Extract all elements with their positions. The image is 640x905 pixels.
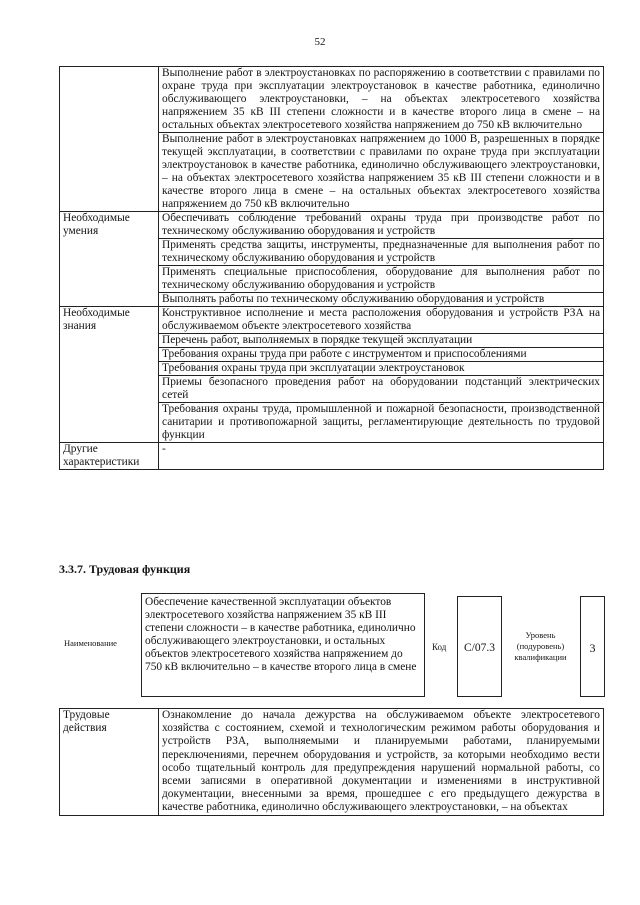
- row-text: Требования охраны труда при работе с инструментом и приспособлениями: [159, 348, 604, 362]
- row-text: Применять средства защиты, инструменты, предназначенные для выполнения работ по техническому обслуживанию оборудования и устройств: [159, 239, 604, 266]
- table-row: [60, 307, 604, 334]
- table-row: [60, 67, 604, 133]
- row-text: Обеспечивать соблюдение требований охраны труда при производстве работ по техническому обслуживанию оборудования и устройств: [159, 212, 604, 239]
- name-label: Наименование: [64, 638, 117, 648]
- qualification-level-label: Уровень (подуровень) квалификации: [514, 630, 567, 662]
- row-text: Приемы безопасного проведения работ на оборудовании подстанций электрических сетей: [159, 376, 604, 403]
- row-text: Ознакомление до начала дежурства на обслуживаемом объекте электросетевого хозяйства с состоянием, схемой и технологическим режимом работы оборудования и устройств РЗА, выполняемыми и планируемыми работами, планируемыми переключениями, перечнем оборудования и устройств, за которыми необходимо вести особо тщательный контроль для предупреждения нарушений нормальной работы, со всеми записями в оперативной документации и изменениями в инструктивной документации, внесенными за время, прошедшее с его предыдущего дежурства в качестве работника, единолично обслуживающего электроустановки, – на объектах: [159, 709, 604, 816]
- function-code: C/07.3: [457, 596, 502, 697]
- table-row: [60, 443, 604, 470]
- row-text: Требования охраны труда, промышленной и пожарной безопасности, производственной санитарии и противопожарной защиты, регламентирующие деятельность по трудовой функции: [159, 403, 604, 443]
- row-label: Необходимые знания: [60, 307, 159, 443]
- labor-actions-table: [59, 708, 604, 816]
- qualification-level-value: 3: [580, 596, 605, 697]
- row-text: -: [159, 443, 604, 470]
- row-text: Выполнять работы по техническому обслуживанию оборудования и устройств: [159, 293, 604, 307]
- row-label: Другие характеристики: [60, 443, 159, 470]
- row-label: Трудовые действия: [60, 709, 159, 816]
- requirements-table: [59, 66, 604, 470]
- row-text: Конструктивное исполнение и места расположения оборудования и устройств РЗА на обслуживаемом объекте электросетевого хозяйства: [159, 307, 604, 334]
- row-text: Применять специальные приспособления, оборудование для выполнения работ по техническому обслуживанию оборудования и устройств: [159, 266, 604, 293]
- row-text: Перечень работ, выполняемых в порядке текущей эксплуатации: [159, 334, 604, 348]
- table-row: [60, 212, 604, 239]
- row-label: [60, 67, 159, 212]
- row-label: Необходимые умения: [60, 212, 159, 307]
- row-text: Выполнение работ в электроустановках по распоряжению в соответствии с правилами по охране труда при эксплуатации электроустановок в качестве работника, единолично обслуживающего электроустановки, – на объектах электросетевого хозяйства напряжением 35 кВ III степени сложности и в качестве второго лица в смене – на остальных объектах электросетевого хозяйства напряжением до 750 кВ включительно: [159, 67, 604, 133]
- row-text: Выполнение работ в электроустановках напряжением до 1000 В, разрешенных в порядке текущей эксплуатации, в соответствии с правилами по охране труда при эксплуатации электроустановок в качестве работника, единолично обслуживающего электроустановки, – на объектах электросетевого хозяйства напряжением 35 кВ III степени сложности и в качестве второго лица в смене – на остальных объектах электросетевого хозяйства напряжением до 750 кВ включительно: [159, 133, 604, 212]
- row-text: Требования охраны труда при эксплуатации электроустановок: [159, 362, 604, 376]
- section-title: 3.3.7. Трудовая функция: [59, 562, 191, 576]
- code-label: Код: [432, 642, 447, 652]
- page-number: 52: [314, 36, 326, 48]
- table-row: [60, 709, 604, 816]
- function-name: Обеспечение качественной эксплуатации объектов электросетевого хозяйства напряжением 35 кВ III степени сложности – в качестве работника, единолично обслуживающего электроустановки, и остальных объектов электросетевого хозяйства напряжением до 750 кВ включительно – в качестве второго лица в смене: [141, 593, 425, 697]
